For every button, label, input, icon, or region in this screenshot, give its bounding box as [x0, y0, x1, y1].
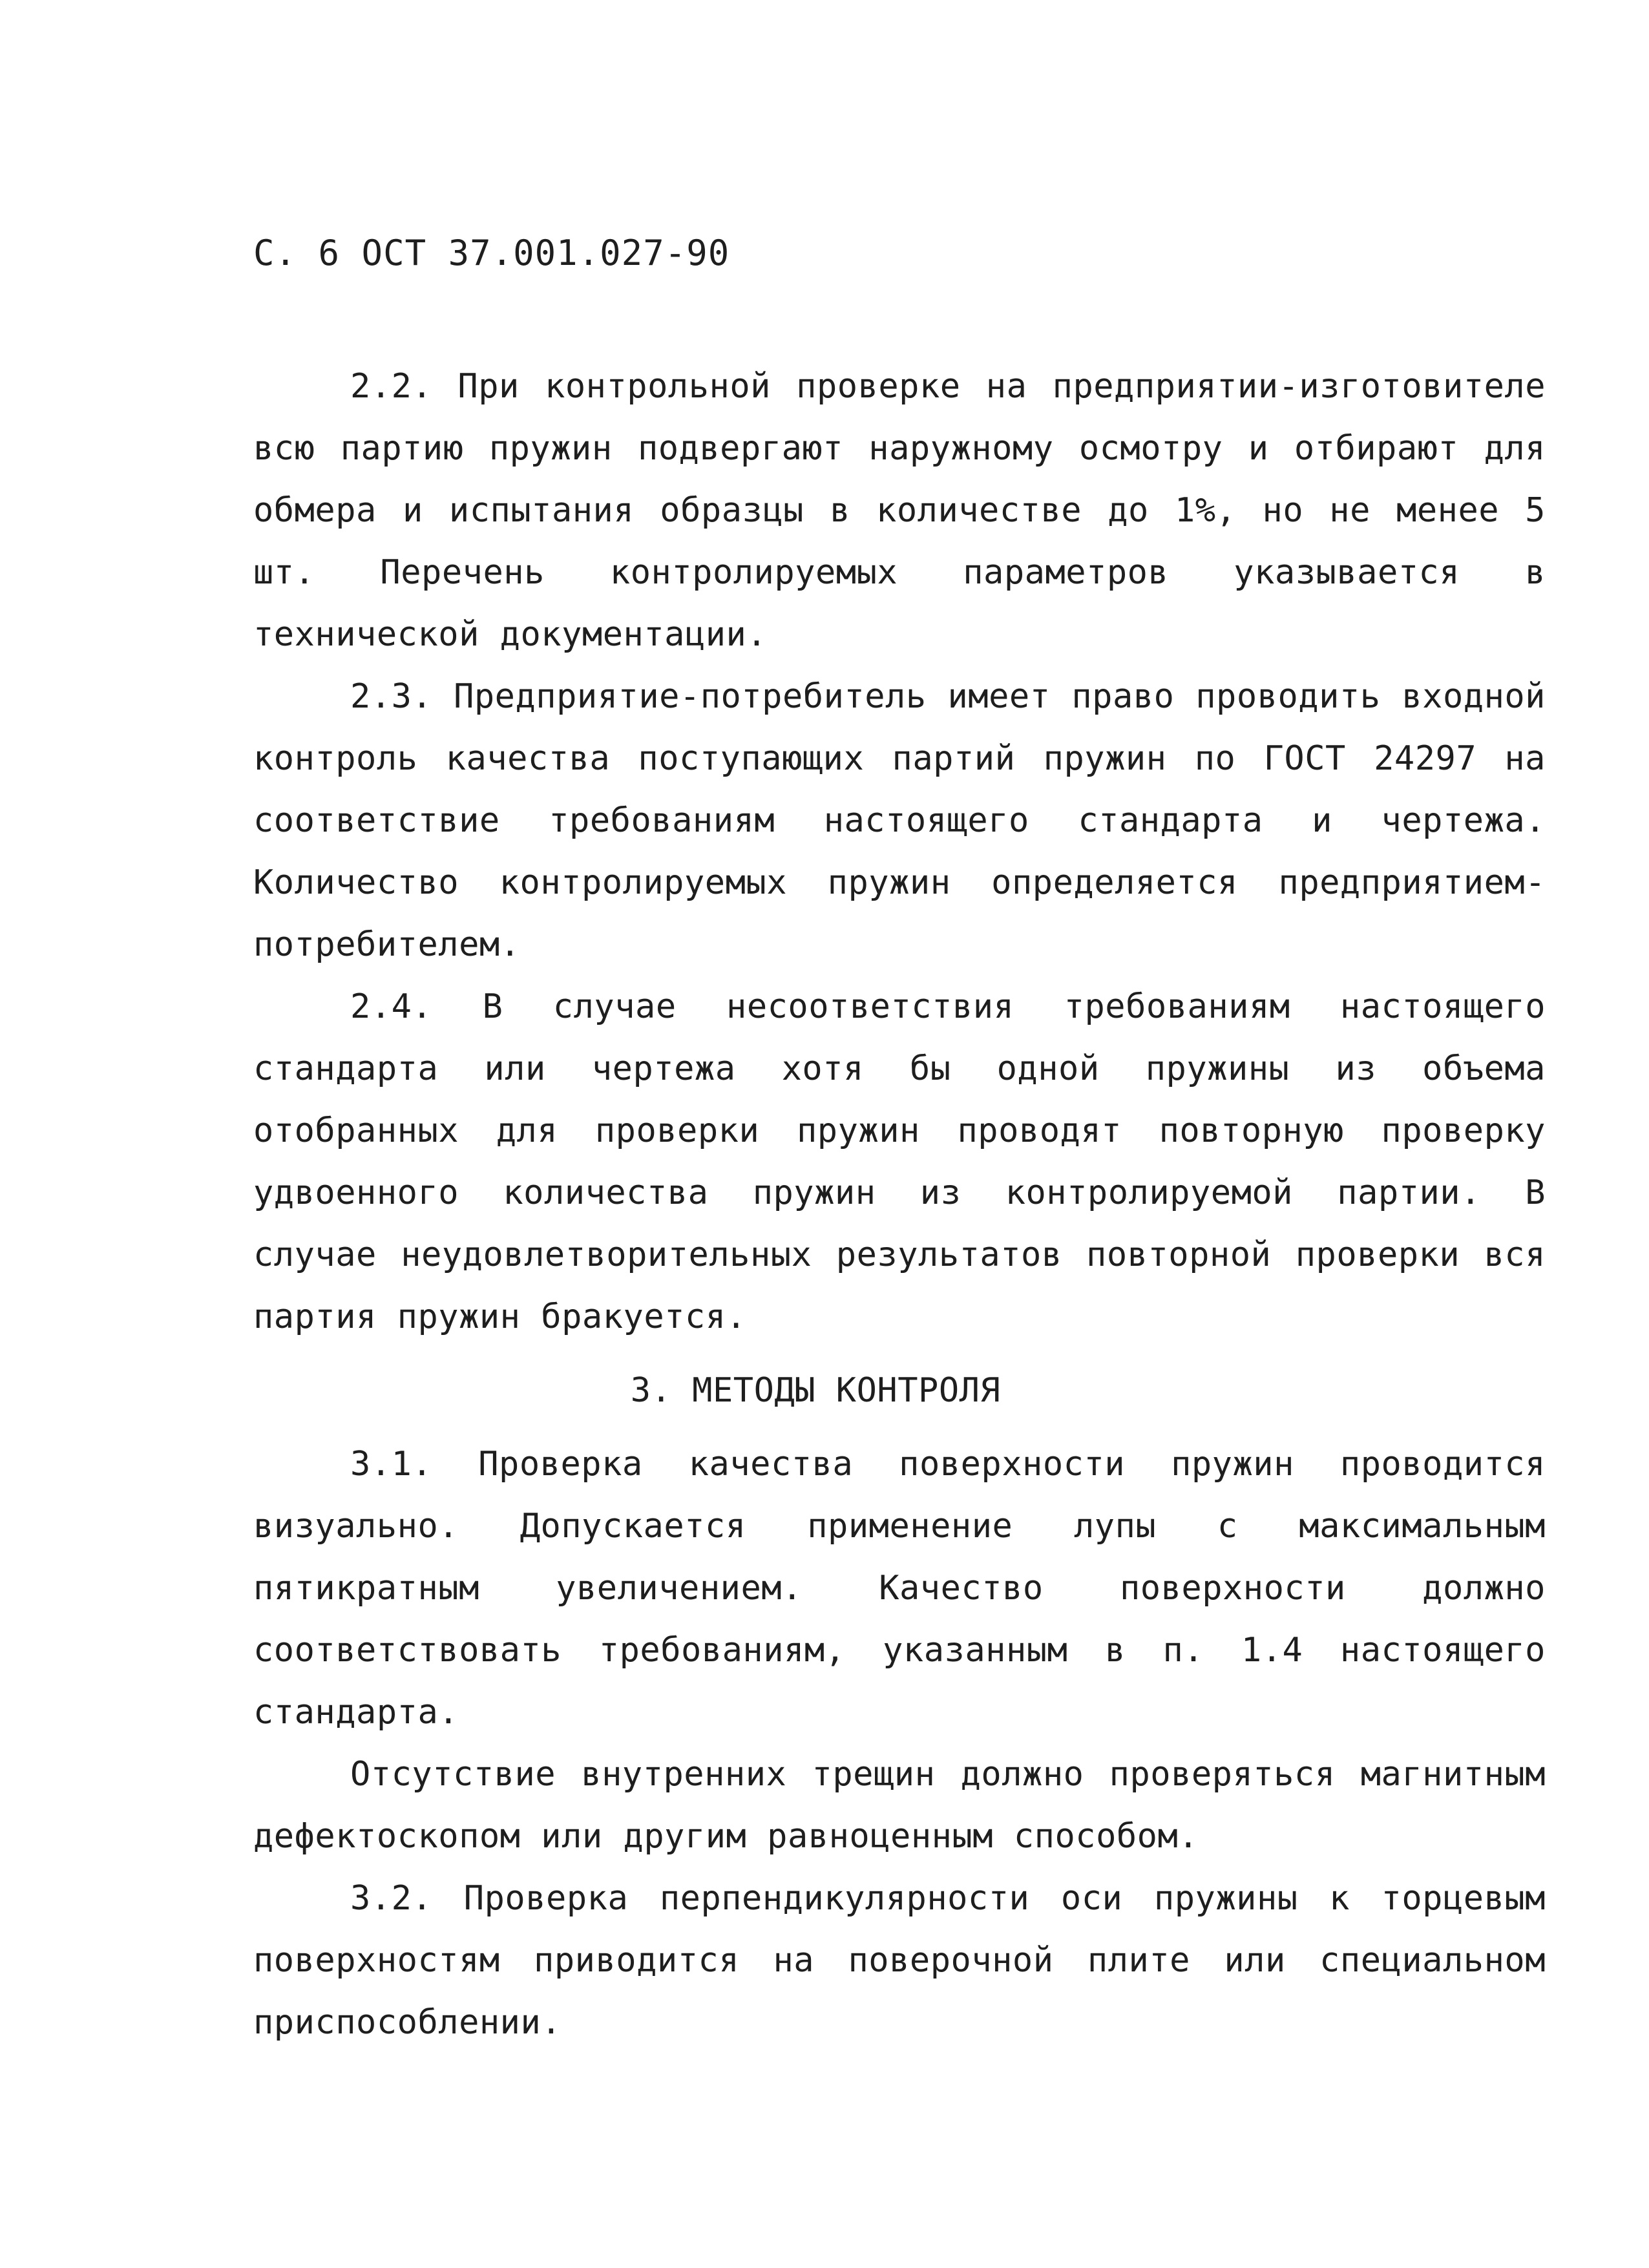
section-heading-3: 3. МЕТОДЫ КОНТРОЛЯ — [630, 1371, 1001, 1410]
document-body — [253, 355, 1546, 2053]
paragraph-3-1: 3.1. Проверка качества поверхности пружин проводится визуально. Допускается применение лупы с максимальным пятикратным увеличением. Качество поверхности должно соответствовать требованиям, указанным в п. 1.4 настоящего стандарта. — [253, 1445, 1546, 1732]
paragraph-3-1-continued: Отсутствие внутренних трещин должно проверяться магнитным дефектоскопом или другим равноценным способом. — [253, 1755, 1546, 1856]
paragraph-2-3: 2.3. Предприятие-потребитель имеет право проводить входной контроль качества поступающих партий пружин по ГОСТ 24297 на соответствие требованиям настоящего стандарта и чертежа. Количество контролируемых пружин определяется предприятием-потребителем. — [253, 677, 1546, 964]
paragraph-2-2: 2.2. При контрольной проверке на предприятии-изготовителе всю партию пружин подвергают наружному осмотру и отбирают для обмера и испытания образцы в количестве до 1%, но не менее 5 шт. Перечень контролируемых параметров указывается в технической документации. — [253, 367, 1546, 654]
paragraph-2-4: 2.4. В случае несоответствия требованиям настоящего стандарта или чертежа хотя бы одной пружины из объема отобранных для проверки пружин проводят повторную проверку удвоенного количества пружин из контролируемой партии. В случае неудовлетворительных результатов повторной проверки вся партия пружин бракуется. — [253, 987, 1546, 1336]
page-header: С. 6 ОСТ 37.001.027-90 — [253, 233, 730, 273]
paragraph-3-2: 3.2. Проверка перпендикулярности оси пружины к торцевым поверхностям приводится на поверочной плите или специальном приспособлении. — [253, 1879, 1546, 2042]
